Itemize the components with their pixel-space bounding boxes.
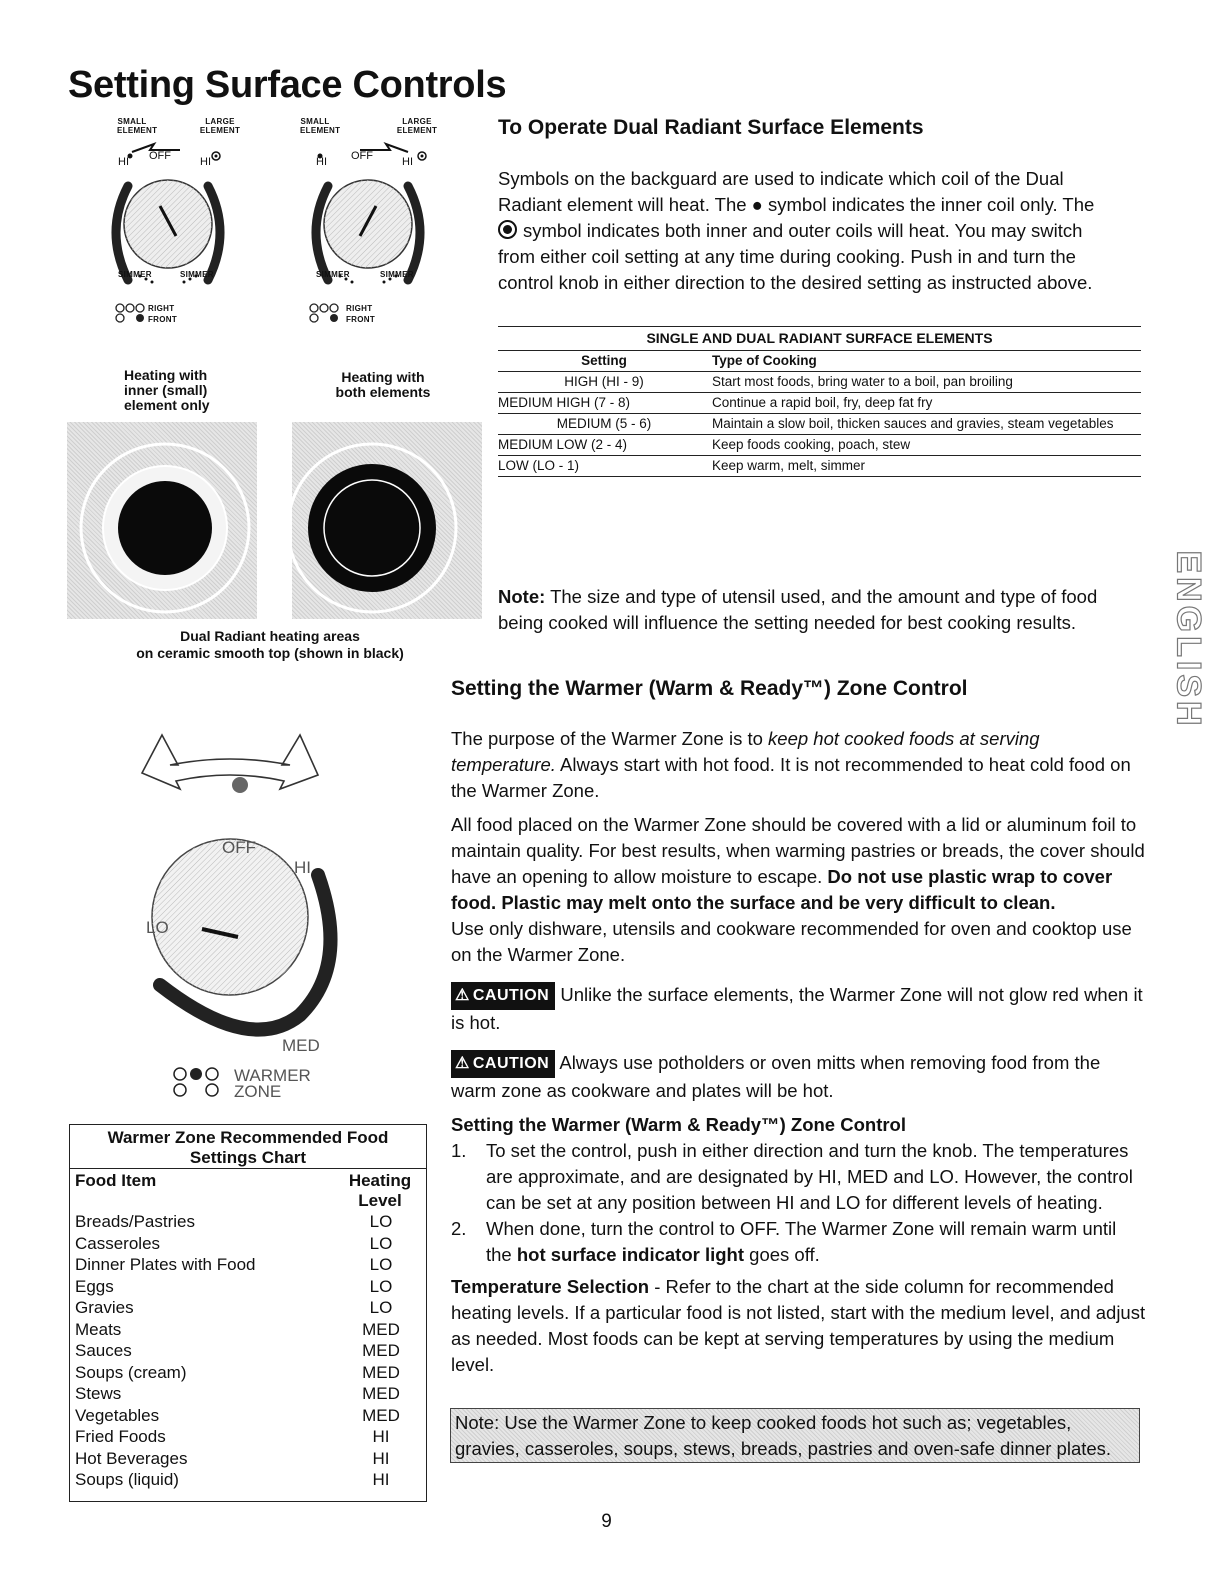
- step-1-num: 1.: [451, 1140, 467, 1161]
- radiant-table-row: [498, 456, 1141, 477]
- warmer-heading: Setting the Warmer (Warm & Ready™) Zone Control: [451, 677, 968, 700]
- note-utensil: [498, 584, 1148, 636]
- knob-simmer-right-label: SIMMER: [180, 270, 214, 279]
- chart-food-item: Breads/Pastries: [75, 1212, 195, 1231]
- radiant-type-cell: Maintain a slow boil, thicken sauces and gravies, steam vegetables: [712, 414, 1141, 435]
- chart-heating-level: MED: [362, 1341, 400, 1360]
- temperature-selection: [451, 1274, 1146, 1378]
- chart-col-food-item: Food Item: [75, 1171, 157, 1190]
- position-front-label-2: FRONT: [346, 315, 376, 324]
- chart-heating-level: LO: [369, 1212, 393, 1231]
- caution-badge-2-text: CAUTION: [472, 1055, 550, 1072]
- burner-caption-line1: Dual Radiant heating areas: [180, 628, 360, 644]
- dual-line2-b: symbol indicates the inner coil only. The: [768, 194, 1095, 215]
- radiant-table: [498, 326, 1141, 477]
- chart-row: [70, 1233, 426, 1255]
- step-2-text-b: hot surface indicator light: [516, 1244, 745, 1265]
- radiant-type-cell: Keep warm, melt, simmer: [712, 456, 1141, 477]
- radiant-col-type: Type of Cooking: [712, 351, 1141, 372]
- warmer-off-label: OFF: [222, 838, 256, 857]
- radiant-table-row: [498, 372, 1141, 393]
- caution-badge-2: [451, 1050, 555, 1078]
- knob-simmer-left-label: SIMMER: [118, 270, 152, 279]
- position-front-label: FRONT: [148, 315, 178, 324]
- warmer-purpose-c: Always start with hot food. It is not recommended to heat cold food on the Warmer Zone.: [451, 754, 1131, 801]
- chart-heating-level: HI: [372, 1470, 390, 1489]
- radiant-table-row: [498, 393, 1141, 414]
- knob-inner-caption: Heating with inner (small) element only: [124, 367, 210, 413]
- radiant-type-cell: Keep foods cooking, poach, stew: [712, 435, 1141, 456]
- chart-rows: [70, 1211, 426, 1491]
- small-element-label: SMALL ELEMENT: [117, 117, 158, 135]
- knob-hi-left-label: HI: [118, 156, 129, 168]
- chart-heating-level: MED: [362, 1384, 400, 1403]
- knob-off-label: OFF: [149, 150, 171, 162]
- caution-potholders: [451, 1050, 1146, 1104]
- chart-row: [70, 1276, 426, 1298]
- radiant-setting-cell: MEDIUM HIGH (7 - 8): [498, 393, 712, 414]
- chart-col-heating-level: [340, 1171, 420, 1211]
- chart-row: [70, 1211, 426, 1233]
- chart-row: [70, 1362, 426, 1384]
- chart-food-item: Casseroles: [75, 1233, 161, 1253]
- caution-badge: [451, 982, 555, 1010]
- chart-row: [70, 1448, 426, 1470]
- warmer-note-box: Note: Use the Warmer Zone to keep cooked foods hot such as; vegetables, gravies, casseroles, soups, stews, breads, pastries and oven-safe dinner plates.: [450, 1408, 1140, 1463]
- dual-heading: To Operate Dual Radiant Surface Elements: [498, 116, 924, 139]
- chart-heating-level: HI: [372, 1448, 390, 1468]
- side-tab-label: ENGLISH: [1169, 550, 1208, 730]
- chart-heating-level: LO: [369, 1276, 393, 1296]
- chart-food-item: Fried Foods: [75, 1427, 166, 1446]
- caution-glow: [451, 982, 1146, 1036]
- warmer-cover-a: All food placed on the Warmer Zone should be covered with a lid or aluminum foil to maintain quality. For best results, when warming pastries or breads, the cover should have an opening to allow moisture to escape.: [451, 814, 1145, 887]
- knob2-hi-left-label: HI: [316, 156, 327, 168]
- page-title: Setting Surface Controls: [68, 64, 507, 106]
- radiant-table-row: [498, 435, 1141, 456]
- warmer-lo-label: LO: [146, 918, 169, 937]
- chart-food-item: Soups (cream): [75, 1362, 187, 1382]
- radiant-table-body: [498, 372, 1141, 477]
- warmer-steps: [451, 1138, 1146, 1268]
- caution-badge-text: CAUTION: [472, 987, 550, 1004]
- dual-knob-both-diagram: [300, 112, 470, 332]
- warmer-body: [451, 726, 1146, 1378]
- chart-title-line2: Settings Chart: [189, 1148, 307, 1167]
- warmer-zone-label-2: ZONE: [234, 1082, 282, 1101]
- step-2-text-a: When done, turn the control to OFF. The Warmer Zone will remain warm until the: [486, 1218, 1117, 1265]
- chart-row: [70, 1297, 426, 1319]
- dot-symbol-icon: ●: [751, 194, 763, 215]
- chart-heating-level: LO: [369, 1298, 393, 1317]
- chart-food-item: Soups (liquid): [75, 1470, 179, 1489]
- knob-hi-right-label: HI: [200, 156, 211, 168]
- chart-title-line1: Warmer Zone Recommended Food: [107, 1128, 389, 1147]
- small-element-label-2: SMALL ELEMENT: [300, 117, 341, 135]
- chart-food-item: Hot Beverages: [75, 1448, 188, 1468]
- large-element-label-2: LARGE ELEMENT: [396, 117, 438, 135]
- note-label: Note:: [498, 586, 546, 607]
- warmer-zone-label-1: WARMER: [234, 1066, 311, 1085]
- language-side-tab: [1165, 550, 1211, 730]
- chart-food-item: Dinner Plates with Food: [75, 1255, 256, 1274]
- dual-line1: Symbols on the backguard are used to indicate which coil of the Dual: [498, 168, 1064, 189]
- burner-both-graphic: [292, 422, 482, 619]
- knob2-off-label: OFF: [351, 150, 373, 162]
- chart-heating-level: LO: [369, 1233, 393, 1253]
- chart-food-item: Stews: [75, 1384, 122, 1403]
- warmer-hi-label: HI: [294, 858, 311, 877]
- radiant-table-title: SINGLE AND DUAL RADIANT SURFACE ELEMENTS: [498, 327, 1141, 351]
- chart-col-heating: Heating: [348, 1171, 412, 1190]
- warmer-purpose-b: keep hot cooked foods at serving temperature.: [451, 728, 1040, 775]
- burner-caption-line2: on ceramic smooth top (shown in black): [136, 645, 404, 661]
- position-right-label-2: RIGHT: [346, 304, 373, 313]
- chart-row: [70, 1340, 426, 1362]
- warning-triangle-icon: ⚠: [455, 1055, 470, 1072]
- radiant-type-cell: Continue a rapid boil, fry, deep fat fry: [712, 393, 1141, 414]
- knob2-simmer-left-label: SIMMER: [316, 270, 350, 279]
- temperature-selection-text: - Refer to the chart at the side column for recommended heating levels. If a particular food is not listed, start with the medium level, and adjust as needed. Most foods can be kept at serving temperatures by using the medium level.: [451, 1276, 1146, 1375]
- dual-line2-a: Radiant element will heat. The: [498, 194, 747, 215]
- knob2-hi-right-label: HI: [402, 156, 413, 168]
- radiant-type-cell: Start most foods, bring water to a boil, pan broiling: [712, 372, 1141, 393]
- dual-line3: [498, 218, 1148, 244]
- radiant-setting-cell: MEDIUM LOW (2 - 4): [498, 435, 712, 456]
- burner-inner-panel: [67, 422, 257, 619]
- warmer-med-label: MED: [282, 1036, 320, 1055]
- warmer-dishware: Use only dishware, utensils and cookware recommended for oven and cooktop use on the Warmer Zone.: [451, 918, 1132, 965]
- knob2-simmer-right-label: SIMMER: [380, 270, 414, 279]
- burner-both-panel: [292, 422, 482, 619]
- radiant-col-setting: Setting: [498, 351, 712, 372]
- caution-potholders-text: Always use potholders or oven mitts when removing food from the warm zone as cookware and plates will be hot.: [451, 1052, 1101, 1101]
- warmer-cover: [451, 812, 1146, 916]
- dual-knob-inner-diagram: [100, 112, 270, 332]
- radiant-table-row: [498, 414, 1141, 435]
- warmer-purpose-a: The purpose of the Warmer Zone is to: [451, 728, 763, 749]
- dual-paragraph: [498, 166, 1148, 296]
- radiant-table-grid: [498, 351, 1141, 477]
- chart-row: [70, 1469, 426, 1491]
- warmer-knob-diagram: [130, 725, 370, 1105]
- chart-heating-level: MED: [362, 1405, 400, 1425]
- temperature-selection-label: Temperature Selection: [451, 1276, 650, 1297]
- knob-inner-illustration: [100, 112, 270, 332]
- knob-both-illustration: [300, 112, 470, 332]
- page-number: 9: [601, 1511, 612, 1532]
- note-line1: The size and type of utensil used, and the amount and type of food: [550, 586, 1098, 607]
- dual-line2: [498, 192, 1148, 218]
- caution-glow-text: Unlike the surface elements, the Warmer Zone will not glow red when it is hot.: [451, 984, 1143, 1033]
- warmer-knob-illustration: [130, 725, 370, 1105]
- step-1: [451, 1138, 1146, 1216]
- step-2-num: 2.: [451, 1218, 467, 1239]
- warmer-cover-b: Do not use plastic wrap to cover food. Plastic may melt onto the surface and be very difficult to clean.: [451, 866, 1113, 913]
- position-right-label: RIGHT: [148, 304, 175, 313]
- chart-heating-level: MED: [362, 1362, 400, 1382]
- step-2: [451, 1216, 1146, 1268]
- step-1-text: To set the control, push in either direction and turn the knob. The temperatures are approximate, and are designated by HI, MED and LO. However, the control can be set at any position between HI and LO for different levels of heating.: [486, 1140, 1133, 1213]
- radiant-setting-cell: MEDIUM (5 - 6): [498, 414, 712, 435]
- chart-food-item: Eggs: [75, 1276, 114, 1296]
- knob-both-caption: Heating with both elements: [335, 369, 431, 400]
- ring-dot-symbol-icon: [498, 220, 517, 239]
- step-2-text-c: goes off.: [749, 1244, 820, 1265]
- chart-row: [70, 1405, 426, 1427]
- dual-line4: from either coil setting at any time during cooking. Push in and turn the: [498, 246, 1076, 267]
- warmer-settings-chart: [69, 1124, 427, 1502]
- warning-triangle-icon: ⚠: [455, 987, 470, 1004]
- dual-line5: control knob in either direction to the desired setting as instructed above.: [498, 272, 1093, 293]
- chart-row: [70, 1254, 426, 1276]
- large-element-label: LARGE ELEMENT: [199, 117, 241, 135]
- warmer-purpose: [451, 726, 1146, 804]
- chart-food-item: Meats: [75, 1319, 122, 1339]
- note-line2: being cooked will influence the setting needed for best cooking results.: [498, 612, 1076, 633]
- chart-col-level: Level: [358, 1191, 402, 1210]
- radiant-setting-cell: HIGH (HI - 9): [498, 372, 712, 393]
- chart-row: [70, 1383, 426, 1405]
- chart-row: [70, 1426, 426, 1448]
- radiant-setting-cell: LOW (LO - 1): [498, 456, 712, 477]
- dual-line3-text: symbol indicates both inner and outer coils will heat. You may switch: [523, 220, 1083, 241]
- chart-food-item: Vegetables: [75, 1405, 160, 1425]
- chart-row: [70, 1319, 426, 1341]
- chart-heating-level: LO: [369, 1255, 393, 1274]
- chart-heating-level: MED: [362, 1319, 400, 1339]
- burner-inner-graphic: [67, 422, 257, 619]
- warmer-sub-heading: Setting the Warmer (Warm & Ready™) Zone Control: [451, 1114, 906, 1135]
- chart-heating-level: HI: [372, 1427, 390, 1446]
- chart-food-item: Sauces: [75, 1341, 132, 1360]
- chart-food-item: Gravies: [75, 1298, 134, 1317]
- chart-header: [70, 1168, 426, 1211]
